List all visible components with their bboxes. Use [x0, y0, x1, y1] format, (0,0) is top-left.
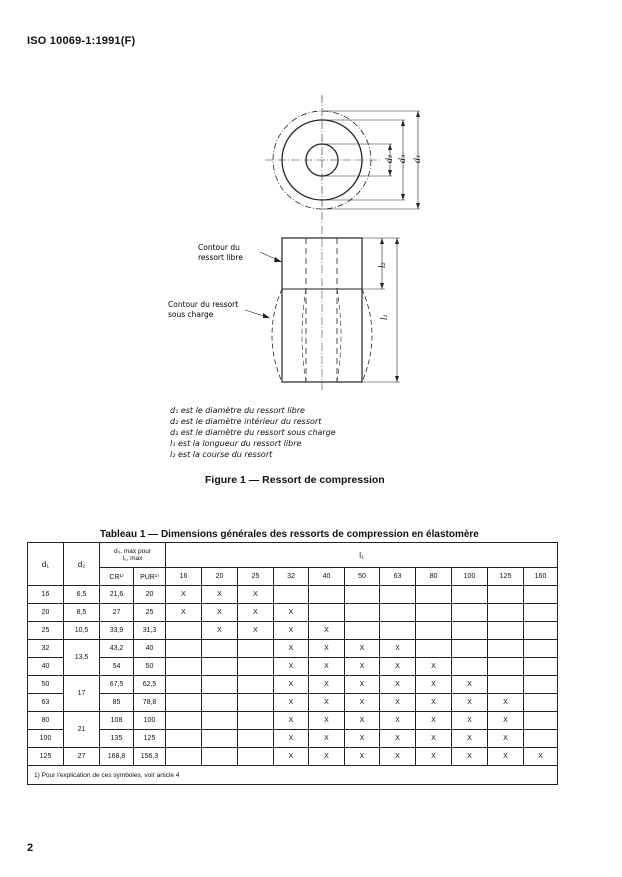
cell-pur: 31,3 — [134, 622, 166, 640]
cell-mark: X — [274, 622, 309, 640]
cell-mark — [202, 676, 238, 694]
cell-mark — [202, 730, 238, 748]
cell-mark — [524, 712, 558, 730]
cell-d1: 20 — [28, 604, 64, 622]
cell-cr: 85 — [100, 694, 134, 712]
cell-mark: X — [345, 694, 380, 712]
cell-mark: X — [452, 694, 488, 712]
cell-mark: X — [380, 694, 416, 712]
table-row — [28, 712, 558, 730]
table-row — [28, 586, 558, 604]
cell-d2: 6,5 — [64, 586, 100, 604]
header-l1: l₁ — [166, 543, 558, 568]
table-row — [28, 694, 558, 712]
cell-mark: X — [488, 694, 524, 712]
dim-l1-label: l₁ — [380, 314, 389, 320]
cell-d1: 16 — [28, 586, 64, 604]
cell-mark — [380, 604, 416, 622]
cell-mark: X — [238, 622, 274, 640]
cell-d1: 25 — [28, 622, 64, 640]
cell-mark — [524, 658, 558, 676]
cell-mark: X — [416, 748, 452, 766]
header-l1-value: 125 — [488, 568, 524, 586]
cell-mark: X — [488, 712, 524, 730]
header-l1-value: 32 — [274, 568, 309, 586]
cell-cr: 27 — [100, 604, 134, 622]
cell-mark: X — [345, 676, 380, 694]
cell-mark — [416, 622, 452, 640]
cell-mark: X — [452, 730, 488, 748]
header-l1-value: 40 — [309, 568, 345, 586]
cell-mark — [488, 640, 524, 658]
cell-mark — [202, 658, 238, 676]
cell-mark — [238, 694, 274, 712]
cell-mark: X — [309, 640, 345, 658]
cell-pur: 125 — [134, 730, 166, 748]
cell-mark — [488, 676, 524, 694]
cell-mark: X — [274, 712, 309, 730]
cell-mark — [345, 604, 380, 622]
header-l1-value: 160 — [524, 568, 558, 586]
cell-mark — [452, 586, 488, 604]
cell-mark: X — [380, 748, 416, 766]
cell-mark — [166, 748, 202, 766]
cell-mark — [274, 586, 309, 604]
table-row — [28, 676, 558, 694]
header-d3-line1: d₃, max pour — [114, 548, 151, 555]
cell-mark: X — [202, 622, 238, 640]
header-l1-value: 16 — [166, 568, 202, 586]
cell-mark — [202, 694, 238, 712]
page-number: 2 — [27, 842, 34, 854]
cell-mark — [524, 604, 558, 622]
cell-d2: 17 — [64, 676, 100, 712]
cell-cr: 33,9 — [100, 622, 134, 640]
header-d3-line2: l₂, max — [122, 555, 143, 562]
cell-pur: 78,8 — [134, 694, 166, 712]
cell-mark: X — [524, 748, 558, 766]
cell-mark: X — [380, 640, 416, 658]
cell-mark: X — [274, 730, 309, 748]
cell-cr: 108 — [100, 712, 134, 730]
cell-mark — [524, 694, 558, 712]
cell-mark — [452, 640, 488, 658]
table-title: Tableau 1 — Dimensions générales des ressorts de compression en élastomère — [100, 529, 479, 540]
cell-mark — [488, 658, 524, 676]
cell-mark: X — [345, 658, 380, 676]
cell-mark — [416, 604, 452, 622]
cell-d2: 21 — [64, 712, 100, 748]
callout-load-line1: Contour du ressort — [168, 300, 239, 309]
cell-d2: 8,5 — [64, 604, 100, 622]
cell-mark — [345, 622, 380, 640]
cell-mark: X — [416, 676, 452, 694]
cell-mark: X — [166, 604, 202, 622]
table-row — [28, 748, 558, 766]
cell-cr: 43,2 — [100, 640, 134, 658]
table-row — [28, 730, 558, 748]
legend-l2: l₂ est la course du ressort — [170, 450, 273, 459]
cell-mark — [238, 712, 274, 730]
cell-mark: X — [380, 730, 416, 748]
cell-mark: X — [309, 712, 345, 730]
cell-mark: X — [416, 712, 452, 730]
cell-mark: X — [380, 676, 416, 694]
header-l1-value: 100 — [452, 568, 488, 586]
table-footnote: 1) Pour l'explication de ces symboles, voir article 4 — [28, 766, 558, 785]
cell-mark — [238, 640, 274, 658]
cell-mark — [166, 640, 202, 658]
cell-pur: 40 — [134, 640, 166, 658]
header-d2: d₂ — [64, 543, 100, 586]
cell-mark — [524, 730, 558, 748]
cell-mark — [488, 604, 524, 622]
cell-mark — [524, 586, 558, 604]
header-l1-value: 20 — [202, 568, 238, 586]
callout-free-line2: ressort libre — [198, 253, 243, 262]
header-pur: PUR¹⁾ — [134, 568, 166, 586]
legend-l1: l₁ est la longueur du ressort libre — [170, 439, 302, 448]
cell-mark — [488, 622, 524, 640]
cell-mark — [345, 586, 380, 604]
cell-mark: X — [309, 730, 345, 748]
cell-mark — [166, 730, 202, 748]
cell-mark: X — [345, 712, 380, 730]
cell-mark: X — [309, 622, 345, 640]
cell-mark — [524, 622, 558, 640]
cell-mark — [238, 658, 274, 676]
cell-mark: X — [274, 658, 309, 676]
cell-mark — [166, 658, 202, 676]
header-d1: d₁ — [28, 543, 64, 586]
cell-d2: 27 — [64, 748, 100, 766]
header-l1-value: 50 — [345, 568, 380, 586]
cell-pur: 25 — [134, 604, 166, 622]
cell-mark: X — [416, 658, 452, 676]
cell-mark — [309, 604, 345, 622]
cell-mark — [416, 586, 452, 604]
dim-d3-label: d₃ — [398, 154, 407, 163]
table-row — [28, 604, 558, 622]
cell-mark — [452, 622, 488, 640]
cell-mark: X — [488, 748, 524, 766]
cell-pur: 62,5 — [134, 676, 166, 694]
cell-pur: 20 — [134, 586, 166, 604]
cell-mark: X — [202, 604, 238, 622]
cell-mark — [202, 640, 238, 658]
dim-d1-label: d₁ — [413, 154, 422, 163]
cell-mark — [524, 640, 558, 658]
cell-mark: X — [488, 730, 524, 748]
legend-d3: d₃ est le diamètre du ressort sous charge — [170, 428, 336, 437]
legend-d1: d₁ est le diamètre du ressort libre — [170, 406, 305, 415]
table-row — [28, 622, 558, 640]
header-d3 — [100, 543, 166, 568]
cell-mark: X — [202, 586, 238, 604]
cell-cr: 168,8 — [100, 748, 134, 766]
cell-mark — [452, 658, 488, 676]
cell-cr: 54 — [100, 658, 134, 676]
dimensions-table — [27, 542, 558, 785]
cell-d1: 50 — [28, 676, 64, 694]
callout-load-line2: sous charge — [168, 310, 214, 319]
cell-mark: X — [309, 676, 345, 694]
cell-mark — [202, 748, 238, 766]
cell-pur: 156,3 — [134, 748, 166, 766]
cell-pur: 50 — [134, 658, 166, 676]
cell-d1: 125 — [28, 748, 64, 766]
cell-cr: 67,5 — [100, 676, 134, 694]
cell-cr: 21,6 — [100, 586, 134, 604]
cell-d1: 32 — [28, 640, 64, 658]
header-l1-value: 25 — [238, 568, 274, 586]
cell-mark: X — [274, 640, 309, 658]
cell-mark — [524, 676, 558, 694]
legend-d2: d₂ est le diamètre intérieur du ressort — [170, 417, 322, 426]
cell-mark: X — [309, 658, 345, 676]
cell-d2: 13,5 — [64, 640, 100, 676]
cell-mark — [380, 586, 416, 604]
cell-mark: X — [274, 676, 309, 694]
cell-mark — [166, 712, 202, 730]
cell-mark — [238, 676, 274, 694]
dim-l2-label: l₂ — [378, 262, 387, 268]
cell-mark: X — [452, 712, 488, 730]
cell-mark: X — [380, 658, 416, 676]
top-view — [265, 95, 420, 225]
cell-d1: 40 — [28, 658, 64, 676]
cell-mark: X — [416, 694, 452, 712]
cell-mark — [309, 586, 345, 604]
cell-mark — [238, 748, 274, 766]
cell-cr: 135 — [100, 730, 134, 748]
cell-mark: X — [274, 604, 309, 622]
cell-mark: X — [238, 604, 274, 622]
cell-mark — [380, 622, 416, 640]
table-row — [28, 658, 558, 676]
cell-mark: X — [166, 586, 202, 604]
cell-mark — [166, 694, 202, 712]
cell-mark — [238, 730, 274, 748]
cell-mark: X — [309, 748, 345, 766]
cell-mark: X — [416, 730, 452, 748]
cell-d2: 10,5 — [64, 622, 100, 640]
cell-mark — [452, 604, 488, 622]
callout-free-line1: Contour du — [198, 243, 240, 252]
cell-mark: X — [380, 712, 416, 730]
cell-d1: 80 — [28, 712, 64, 730]
cell-mark — [166, 622, 202, 640]
cell-mark: X — [274, 748, 309, 766]
cell-mark — [488, 586, 524, 604]
header-l1-value: 80 — [416, 568, 452, 586]
header-l1-value: 63 — [380, 568, 416, 586]
document-header: ISO 10069-1:1991(F) — [27, 35, 136, 47]
cell-mark: X — [274, 694, 309, 712]
cell-mark — [416, 640, 452, 658]
cell-mark: X — [309, 694, 345, 712]
cell-mark: X — [345, 640, 380, 658]
cell-mark: X — [345, 748, 380, 766]
cell-pur: 100 — [134, 712, 166, 730]
cell-d1: 100 — [28, 730, 64, 748]
cell-mark — [202, 712, 238, 730]
header-cr: CR¹⁾ — [100, 568, 134, 586]
cell-mark: X — [238, 586, 274, 604]
cell-mark: X — [452, 676, 488, 694]
cell-mark: X — [345, 730, 380, 748]
table-row — [28, 640, 558, 658]
figure-caption: Figure 1 — Ressort de compression — [205, 474, 385, 486]
side-view — [245, 226, 400, 392]
cell-mark: X — [452, 748, 488, 766]
cell-mark — [166, 676, 202, 694]
dim-d2-label: d₂ — [385, 154, 394, 163]
cell-d1: 63 — [28, 694, 64, 712]
